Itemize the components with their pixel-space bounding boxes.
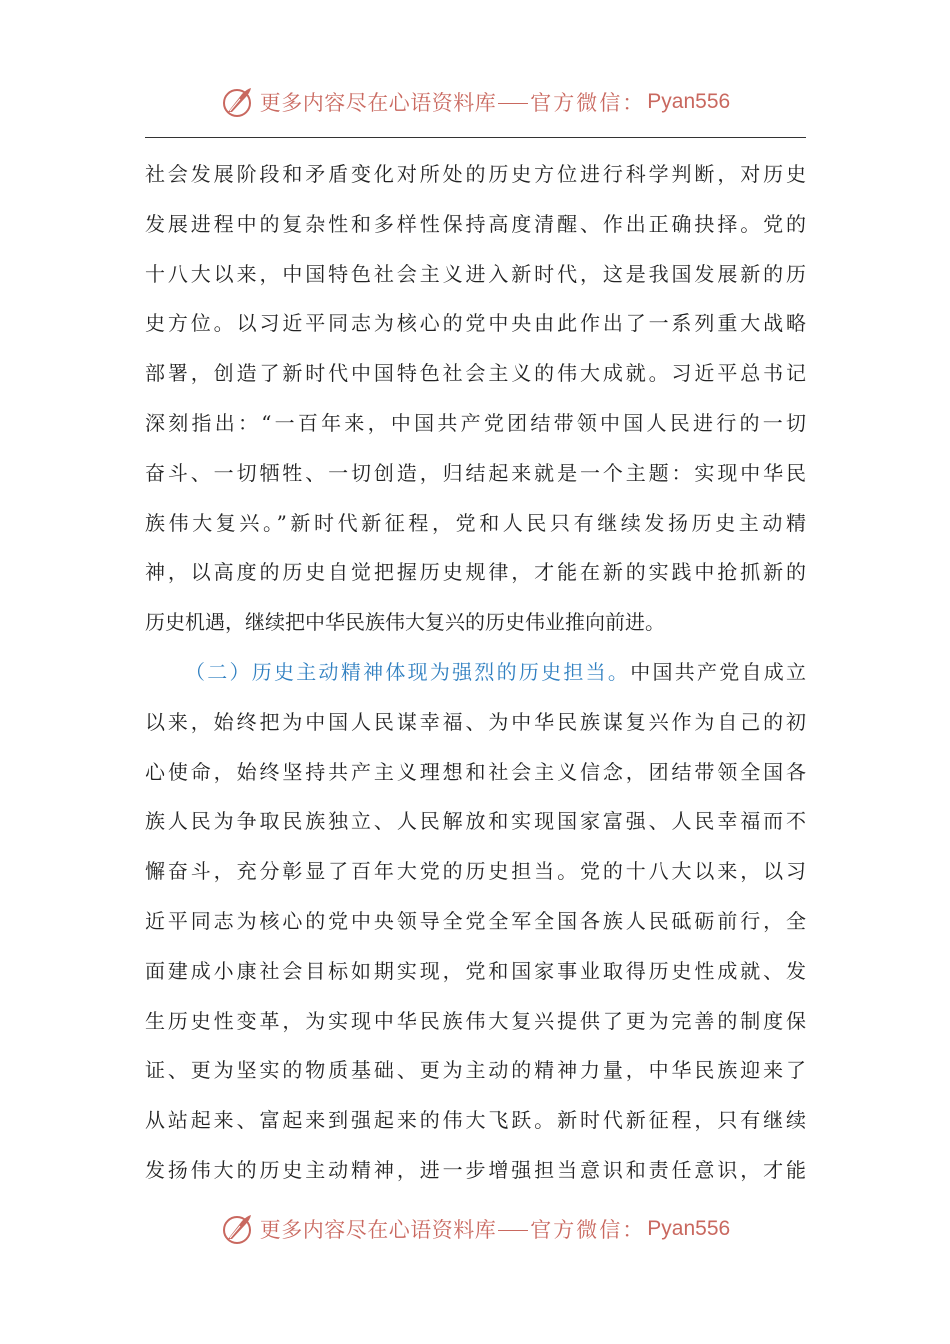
quill-pen-in-circle-icon xyxy=(220,1212,254,1246)
banner-title: 更多内容尽在心语资料库 xyxy=(259,1218,497,1242)
paragraph-2 xyxy=(145,648,806,1196)
text-line: 十八大以来，中国特色社会主义进入新时代，这是我国发展新的历 xyxy=(145,261,806,286)
text-line: 生历史性变革，为实现中华民族伟大复兴提供了更为完善的制度保 xyxy=(145,1008,806,1033)
text-line: 近平同志为核心的党中央领导全党全军全国各族人民砥砺前行，全 xyxy=(145,908,806,933)
banner-wechat-label: 官方微信： xyxy=(530,91,646,115)
banner-wechat-id: Pyan556 xyxy=(647,1217,731,1240)
header-banner xyxy=(0,80,950,124)
section-heading: （二）历史主动精神体现为强烈的历史担当。 xyxy=(185,659,631,684)
banner-dash xyxy=(498,1230,528,1231)
banner-dash xyxy=(498,103,528,104)
text-line xyxy=(145,648,806,698)
text-line: 社会发展阶段和矛盾变化对所处的历史方位进行科学判断，对历史 xyxy=(145,162,806,186)
text-line: 面建成小康社会目标如期实现，党和国家事业取得历史性成就、发 xyxy=(145,958,806,983)
text-line: 神，以高度的历史自觉把握历史规律，才能在新的实践中抢抓新的 xyxy=(145,560,806,585)
paragraph-1 xyxy=(145,150,806,648)
banner-wechat-id: Pyan556 xyxy=(647,90,731,113)
text-line: 证、更为坚实的物质基础、更为主动的精神力量，中华民族迎来了 xyxy=(145,1058,806,1083)
text-line: 心使命，始终坚持共产主义理想和社会主义信念，团结带领全国各 xyxy=(145,759,806,784)
footer-banner xyxy=(0,1207,950,1251)
header-divider xyxy=(145,137,806,138)
text-line: 历史机遇，继续把中华民族伟大复兴的历史伟业推向前进。 xyxy=(145,610,665,635)
banner-wechat-label: 官方微信： xyxy=(530,1218,646,1242)
banner-title: 更多内容尽在心语资料库 xyxy=(259,91,497,115)
text-line: 深刻指出：“一百年来，中国共产党团结带领中国人民进行的一切 xyxy=(145,410,806,435)
text-line: 懈奋斗，充分彰显了百年大党的历史担当。党的十八大以来，以习 xyxy=(145,859,806,884)
text-line: 发展进程中的复杂性和多样性保持高度清醒、作出正确抉择。党的 xyxy=(145,211,806,236)
text-line: 部署，创造了新时代中国特色社会主义的伟大成就。习近平总书记 xyxy=(145,361,806,386)
text-run: 中国共产党自成立 xyxy=(630,659,806,684)
text-line: 发扬伟大的历史主动精神，进一步增强担当意识和责任意识，才能 xyxy=(145,1157,806,1182)
text-line: 族伟大复兴。”新时代新征程，党和人民只有继续发扬历史主动精 xyxy=(145,510,806,535)
text-line: 以来，始终把为中国人民谋幸福、为中华民族谋复兴作为自己的初 xyxy=(145,709,806,734)
text-line: 族人民为争取民族独立、人民解放和实现国家富强、人民幸福而不 xyxy=(145,809,806,834)
quill-pen-in-circle-icon xyxy=(220,85,254,119)
text-line: 史方位。以习近平同志为核心的党中央由此作出了一系列重大战略 xyxy=(145,311,806,336)
document-body xyxy=(145,150,806,1196)
text-line: 奋斗、一切牺牲、一切创造，归结起来就是一个主题：实现中华民 xyxy=(145,460,806,485)
text-line: 从站起来、富起来到强起来的伟大飞跃。新时代新征程，只有继续 xyxy=(145,1108,806,1133)
